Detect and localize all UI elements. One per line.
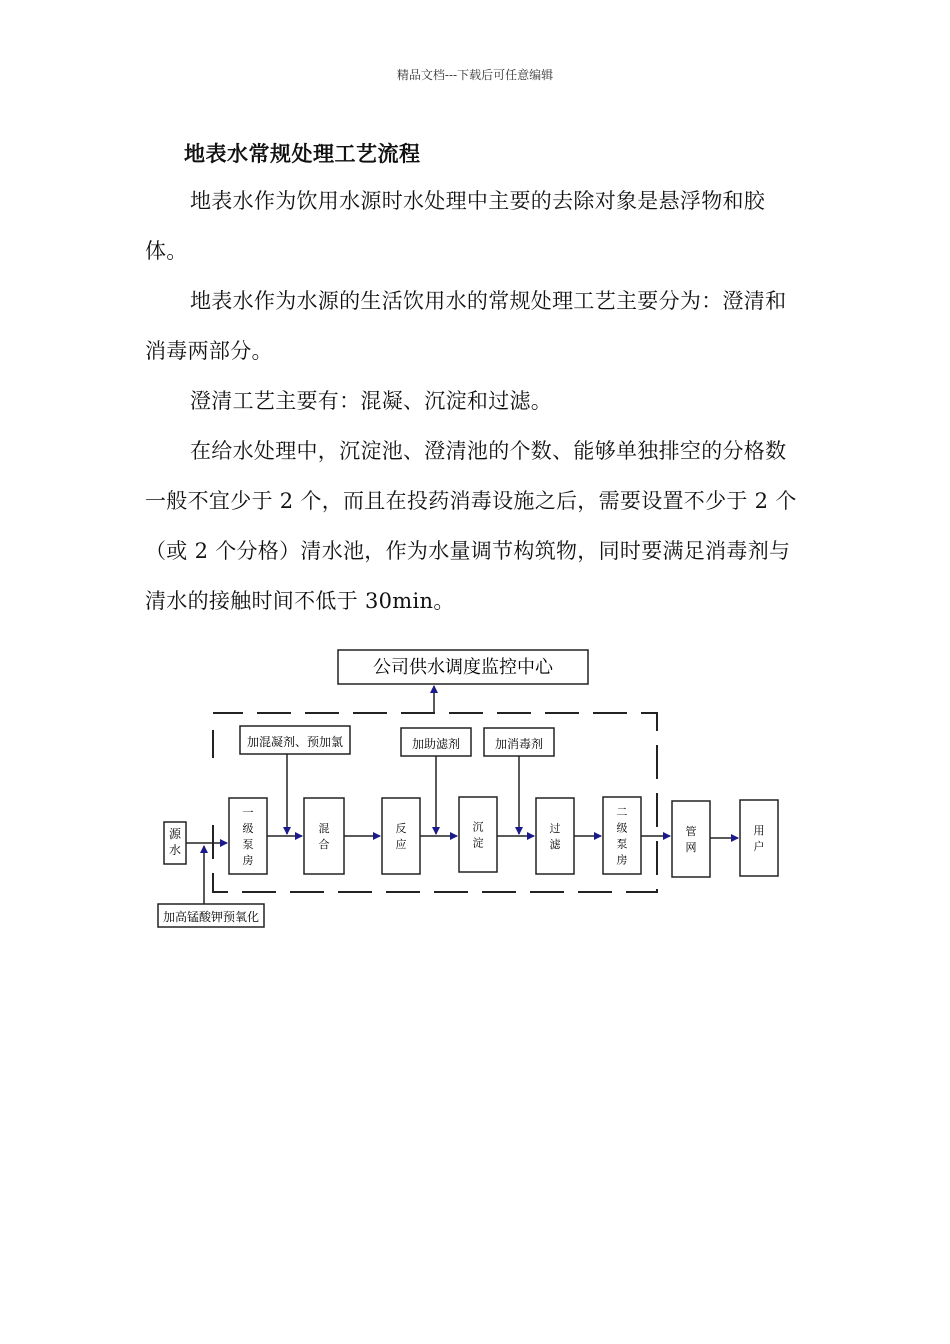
stage-label: 用户 — [753, 824, 765, 853]
stage-box — [459, 797, 497, 872]
page-header: 精品文档---下载后可任意编辑 — [396, 68, 554, 82]
paragraph: 地表水作为水源的生活饮用水的常规处理工艺主要分为：澄清和消毒两部分。 — [145, 289, 787, 363]
stage-label: 二级泵房 — [616, 805, 628, 867]
stage-label: 过滤 — [549, 822, 561, 851]
process-flow-diagram — [150, 640, 800, 940]
stage-label: 管网 — [685, 825, 697, 854]
stage-label: 沉淀 — [472, 820, 484, 850]
dosing-label-coagulant: 加混凝剂、预加氯 — [246, 735, 344, 749]
stage-label: 混合 — [318, 822, 330, 851]
paragraph: 地表水作为饮用水源时水处理中主要的去除对象是悬浮物和胶体。 — [145, 189, 766, 263]
stage-box — [740, 800, 778, 876]
stage-label: 反应 — [395, 822, 407, 851]
dosing-label-filter-aid: 加助滤剂 — [411, 737, 461, 751]
paragraph: 在给水处理中，沉淀池、澄清池的个数、能够单独排空的分格数一般不宜少于 2 个，而且在投药消毒设施之后，需要设置不少于 2 个（或 2 个分格）清水池，作为水量调节构筑物，同时要满足消毒剂与清水的接触时间不低于 30min。 — [145, 439, 797, 613]
pretreatment-label: 加高锰酸钾预氧化 — [162, 910, 260, 924]
stage-label: 一级泵房 — [242, 806, 254, 867]
dosing-label-disinfectant: 加消毒剂 — [494, 737, 544, 751]
process-stages — [229, 797, 778, 877]
paragraph: 澄清工艺主要有：混凝、沉淀和过滤。 — [190, 389, 553, 413]
stage-box — [672, 801, 710, 877]
stage-box — [304, 798, 344, 874]
stage-box — [382, 798, 420, 874]
control-center-label: 公司供水调度监控中心 — [373, 657, 553, 678]
source-water-label: 源水 — [168, 827, 182, 857]
document-title: 地表水常规处理工艺流程 — [184, 141, 421, 166]
stage-box — [536, 798, 574, 874]
